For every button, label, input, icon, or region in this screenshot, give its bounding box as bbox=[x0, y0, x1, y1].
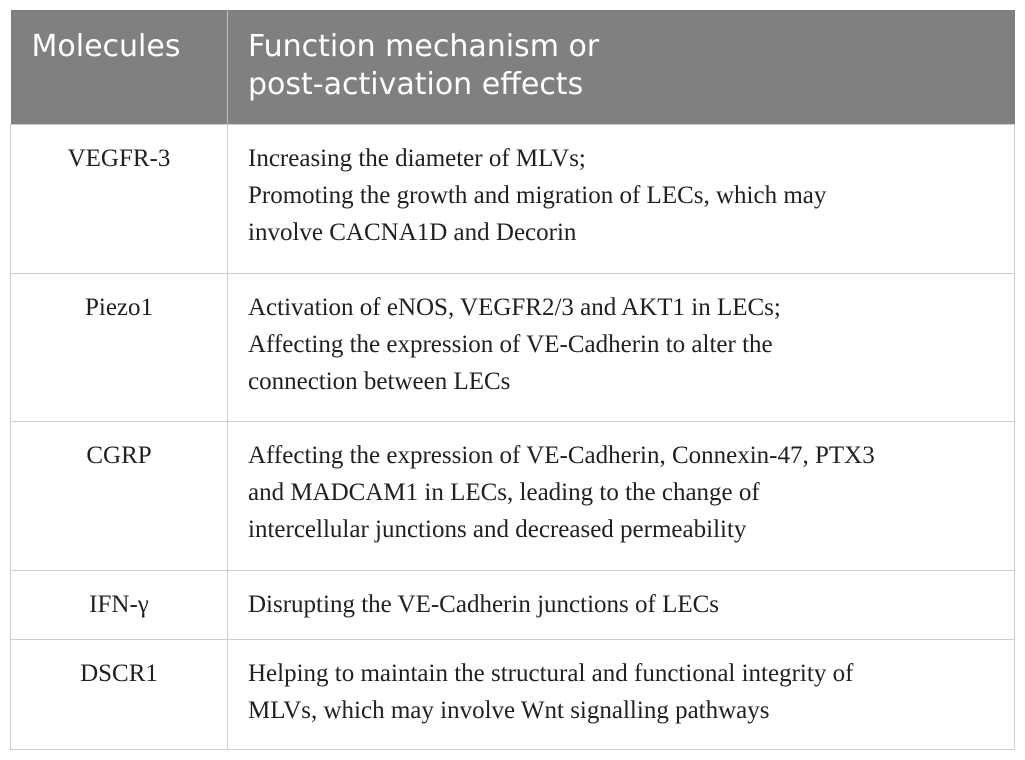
molecule-cell: IFN-γ bbox=[11, 571, 228, 640]
table-body bbox=[11, 125, 1015, 750]
function-cell bbox=[228, 571, 1015, 640]
molecule-function-table bbox=[10, 10, 1014, 750]
molecule-cell: CGRP bbox=[11, 422, 228, 571]
function-cell bbox=[228, 640, 1015, 750]
function-line: Helping to maintain the structural and functional integrity of bbox=[248, 660, 854, 687]
function-cell bbox=[228, 125, 1015, 274]
function-line: Promoting the growth and migration of LECs, which may bbox=[248, 182, 827, 209]
function-line: Activation of eNOS, VEGFR2/3 and AKT1 in LECs; bbox=[248, 294, 781, 321]
header-row bbox=[11, 10, 1015, 125]
header-function bbox=[228, 10, 1015, 125]
function-line: Affecting the expression of VE-Cadherin to alter the bbox=[248, 331, 773, 358]
table-row bbox=[11, 422, 1015, 571]
table-row bbox=[11, 274, 1015, 422]
function-line: MLVs, which may involve Wnt signalling pathways bbox=[248, 697, 770, 724]
function-line: intercellular junctions and decreased permeability bbox=[248, 516, 747, 543]
molecule-cell: Piezo1 bbox=[11, 274, 228, 422]
data-table bbox=[10, 10, 1015, 750]
table-row bbox=[11, 125, 1015, 274]
function-line: connection between LECs bbox=[248, 368, 511, 395]
function-line: Increasing the diameter of MLVs; bbox=[248, 145, 586, 172]
header-function-line-1: Function mechanism or bbox=[248, 29, 600, 64]
header-function-line-2: post-activation effects bbox=[248, 67, 584, 102]
function-cell bbox=[228, 422, 1015, 571]
table-row bbox=[11, 640, 1015, 750]
function-line: involve CACNA1D and Decorin bbox=[248, 219, 577, 246]
table-header bbox=[11, 10, 1015, 125]
function-line: Affecting the expression of VE-Cadherin, Connexin-47, PTX3 bbox=[248, 442, 875, 469]
header-molecules-label: Molecules bbox=[31, 29, 181, 64]
header-molecules bbox=[11, 10, 228, 125]
molecule-cell: DSCR1 bbox=[11, 640, 228, 750]
function-cell bbox=[228, 274, 1015, 422]
table-row bbox=[11, 571, 1015, 640]
molecule-cell: VEGFR-3 bbox=[11, 125, 228, 274]
function-line: and MADCAM1 in LECs, leading to the change of bbox=[248, 479, 760, 506]
function-line: Disrupting the VE-Cadherin junctions of LECs bbox=[248, 591, 720, 618]
